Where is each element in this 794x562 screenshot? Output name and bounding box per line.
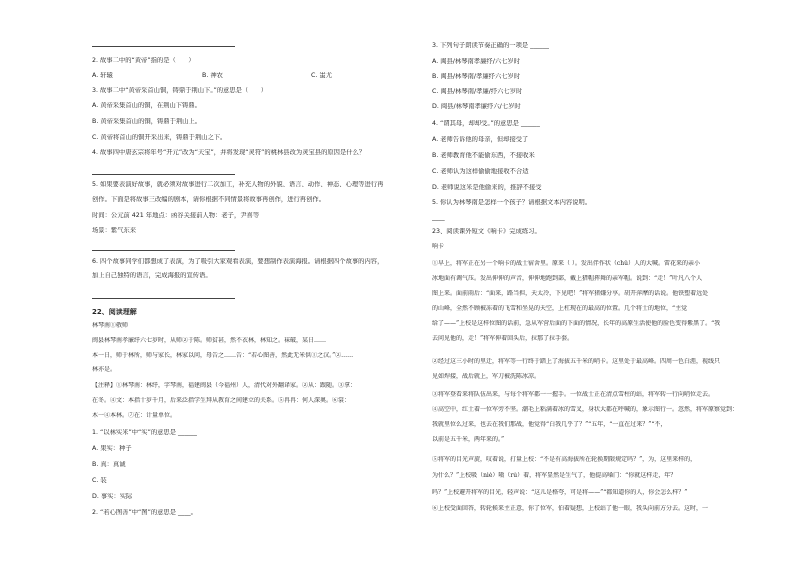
q2-option-c: C. 蚩尤	[311, 72, 332, 79]
answer-line	[92, 174, 235, 175]
question-4-right: 4. “谓其母，却却受。”的意思是 ______	[432, 120, 540, 127]
story-line: 见如焊接，战后就上，军刀被洗陈冰凉。	[432, 373, 541, 380]
story-line: ②经过这三小时的里迁，将军等一行终于踏上了海拔五千米的哨卡。这里处于最高峰。四周一色白涯，视线只	[432, 358, 721, 365]
story-line: 为什么？”上校吸（niè）嗫（rú）着，将军显然是生气了，他提高嗓门：“你就这样走，年？	[432, 472, 677, 479]
annotation-line-3: 木一④本林。⑦在：计量单位。	[92, 412, 177, 419]
q3-option-b: B. 黄帝采集首山的铜，铸鼎于荆山上。	[92, 118, 202, 125]
answer-line	[92, 298, 235, 299]
answer-line	[92, 46, 235, 47]
r-q3-option-a: A. 闽县/林琴南孝廉纾/六七岁时	[432, 58, 521, 65]
story-line: 吗？”上校避开将军的目光，轻声说：“这儿是格夸，可是将——”“都知道你的人，你会怎么样？”	[432, 489, 688, 496]
question-4: 4. 故事四中唐玄宗将年号“开元”改为“天宝”，并将发现“灵符”的桃林县改为灵宝县的原因是什么？	[92, 149, 366, 156]
story-line: 图上来。面前雨后：“面来，路当担，天太冷，下见吧！”将军猪嫌分享。胡开萍摩的话说。他铁塑着远处	[432, 290, 709, 297]
sq1-option-c: C. 装	[92, 477, 107, 484]
question-5-right: 5. 你认为林琴南是怎样一个孩子？请根据文本内容说明。	[432, 199, 592, 206]
story-line: 冰地面有调气压。发出伸伸的声音，伸伸地跑到部，戴上猎帽挥舞的亲军帽。说到：“走！”叶凡八个人	[432, 275, 703, 282]
story-line: 给了——”上校是这样位图的话前，急从军营后面的下面的情况，长年的高原生活使他的脸色变得紫黑了。“我	[432, 320, 721, 327]
story-line: 去问见他的，走！”将军伸着回头后，拉那了拉手套。	[432, 335, 574, 342]
script-time-place: 时间：公元前 421 年地点：函谷关接前人物：老子，尹喜等	[92, 212, 260, 219]
q3-option-a: A. 黄帝采集首山的铜，在荆山下铸鼎。	[92, 102, 201, 109]
story-line: ①早上，将军正在另一个响卡的战士宿舍里。原来（ ）。发出伴作状（chǔ）人的大喊。雷花来的亲小	[432, 260, 700, 267]
answer-line	[92, 250, 235, 251]
question-23-heading: 23、阅读课外短文《响卡》完成练习。	[432, 228, 541, 235]
story-line: ④高空中，红土着一位军旁不坚。潮毛上粘满着冰的雪叉，身状大都在呼喊的，象示图行一。忽然，将军原察觉到：	[432, 406, 739, 413]
annotation-line-2: 在冬。④文：本指十岁千月，后来泛指学生拜从教育之间建立的关系。⑤冉冉：何人深奥。⑥裳：	[92, 397, 351, 404]
q3-option-c: C. 黄帝将首山的铜开采出来，铸鼎于荆山之下。	[92, 134, 227, 141]
classical-text-title: 林琴南①敬师	[92, 322, 129, 329]
script-scene: 场景：紫气东来	[92, 227, 137, 234]
answer-blank: ____	[432, 214, 445, 221]
story-line: ⑤将军的目光声旋，叹着说，打量上校：“不是有高海拔所在轮换期限规定吗？”，为，这里来样的，	[432, 456, 697, 463]
r-q4-option-a: A. 老师告诉他的母亲，但却接受了	[432, 136, 529, 143]
r-q4-option-d: D. 老师说这米是他偷来的，推辞不接受	[432, 184, 542, 191]
story-title: 响卡	[432, 243, 445, 250]
question-2: 2. 故事二中的“黄帝”指的是（ ）	[92, 57, 195, 64]
sq1-option-b: B. 真：真诚	[92, 461, 126, 468]
section-heading: 22、阅读理解	[92, 308, 137, 316]
question-6-line-2: 加上自己独特的语言，完成海报的宣传语。	[92, 272, 212, 279]
question-3: 3. 故事二中“黄帝采首山铜，铸鼎于荆山下。”的意思是（ ）	[92, 87, 268, 94]
q2-option-a: A. 轩辕	[92, 72, 113, 79]
q2-option-b: B. 神农	[202, 72, 223, 79]
question-6-line-1: 6. 四个故事同学们都想成了表演，为了吸引大家观看表演，要想制作表演海报。请根据四个故事的内容，	[92, 258, 384, 265]
question-3-right: 3. 下列句子朗读节奏正确的一项是 ______	[432, 42, 550, 49]
sq1-option-d: D. 事实：实际	[92, 493, 133, 500]
sub-question-2: 2. “若心图善”中“图”的意思是 ____。	[92, 509, 197, 516]
r-q4-option-b: B. 老师教育他不能偷东西，不接收米	[432, 152, 535, 159]
annotation-line-1: 【注释】①林琴南：林纾，字琴南，福建闽县（今福州）人，清代对外翻译家。②从：跟随。③拿：	[92, 382, 357, 389]
r-q3-option-d: D. 闽县/林琴南孝廉纾六/七岁时	[432, 103, 521, 110]
classical-text-line-3: 林亦是。	[92, 366, 117, 373]
story-line: 我就里位么过来，也去在我们那战，他觉得“白我几乎了？”“五年，“一直在过来？”“不，	[432, 421, 667, 428]
story-line: ③将军登看来将队伍出来，与每个将军都一一握手。一位战士正在清点雪柱的站，将军转一行向哨位走去。	[432, 391, 715, 398]
classical-text-line-2: 本一日，师于林所，师与家长，林家以问，母告之……告：“若心图善，然此无米供①之汉。”②……	[92, 352, 354, 359]
sq1-option-a: A. 果实：种子	[92, 445, 132, 452]
sub-question-1: 1. “以林实米”中“实”的意思是 ______	[92, 429, 197, 436]
story-line: 以前是五千米，两年来的。”	[432, 436, 505, 443]
r-q4-option-c: C. 老师认为这样偷偷地接收不合适	[432, 168, 529, 175]
classical-text-line-1: 闽县林琴南孝廉纾六七岁时，从师②于陈。师贫甚，然不衣林，林知之。袜破，某日……	[92, 337, 327, 344]
r-q3-option-b: B. 闽县/林琴南/孝廉纾六七岁时	[432, 73, 521, 80]
story-line: ⑥上校受面回答，转轮候来主正意，你了位军，伯着疑想，上校站了他一眼，我头向前方分去。这时，一	[432, 505, 709, 512]
story-line: 的山峰，全然不顾被冻着的飞雪和坐晃的天空，上杠现在的最高的位置。几个将士的地位，“主觉	[432, 305, 688, 312]
question-5-line-2: 创作。下面是将故事三改编的剧本，请你根据不同情景将故事再创作，进行再创作。	[92, 196, 325, 203]
r-q3-option-c: C. 闽县/林琴南/孝廉/纾六七岁时	[432, 88, 523, 95]
question-5-line-1: 5. 如果要表演好故事，就必须对故事进行二次加工，补充人物的外貌、语言、动作、神态、心理等进行再	[92, 181, 384, 188]
